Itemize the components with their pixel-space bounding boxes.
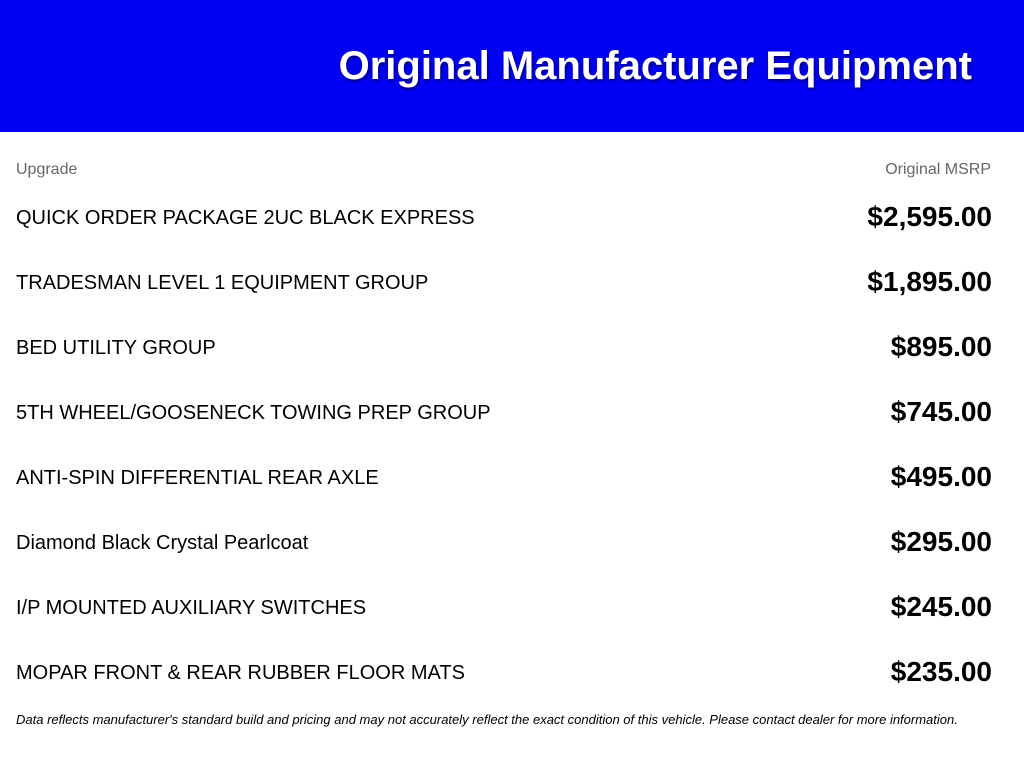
disclaimer-text: Data reflects manufacturer's standard build and pricing and may not accurately reflect the exact condition of this vehicle. Please contact dealer for more information. [16,712,958,727]
item-name: TRADESMAN LEVEL 1 EQUIPMENT GROUP [16,272,429,294]
item-price: $1,895.00 [867,266,992,297]
header-banner [0,0,1024,132]
item-price: $295.00 [890,526,992,557]
item-name: MOPAR FRONT & REAR RUBBER FLOOR MATS [16,662,465,684]
item-price: $745.00 [890,396,992,427]
item-name: 5TH WHEEL/GOOSENECK TOWING PREP GROUP [16,402,491,424]
list-item [16,510,992,575]
item-price: $245.00 [890,591,992,622]
column-header-upgrade: Upgrade [16,161,78,178]
list-item [16,250,992,315]
item-name: I/P MOUNTED AUXILIARY SWITCHES [16,597,367,619]
item-name: QUICK ORDER PACKAGE 2UC BLACK EXPRESS [16,207,475,229]
page-title: Original Manufacturer Equipment [338,44,972,88]
item-price: $495.00 [890,461,992,492]
equipment-list [16,185,992,705]
list-item [16,185,992,250]
list-item [16,640,992,705]
list-item [16,575,992,640]
list-item [16,380,992,445]
item-name: ANTI-SPIN DIFFERENTIAL REAR AXLE [16,467,379,489]
item-price: $2,595.00 [867,201,992,232]
item-name: Diamond Black Crystal Pearlcoat [16,532,309,554]
item-price: $235.00 [890,656,992,687]
column-header-msrp: Original MSRP [885,161,991,178]
list-item [16,445,992,510]
item-price: $895.00 [890,331,992,362]
item-name: BED UTILITY GROUP [16,337,216,359]
list-item [16,315,992,380]
